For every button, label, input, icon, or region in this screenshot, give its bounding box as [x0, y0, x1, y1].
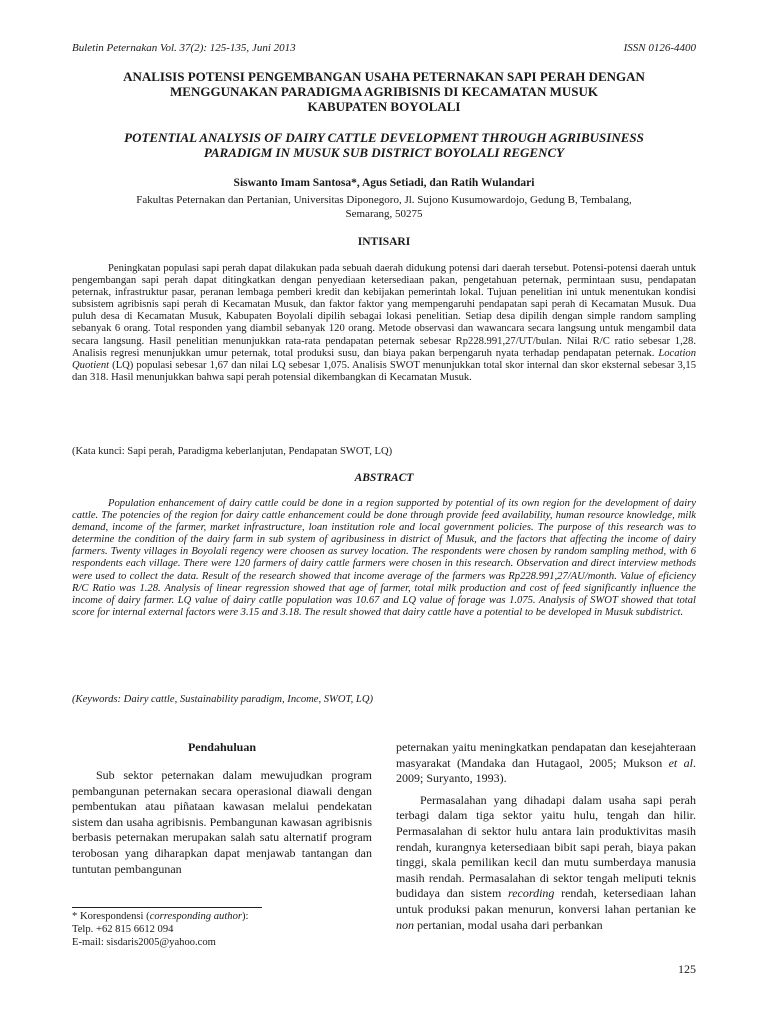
- text-run: ):: [242, 911, 249, 922]
- lq-term: Location Quotient: [72, 347, 696, 371]
- english-title-line: POTENTIAL ANALYSIS OF DAIRY CATTLE DEVELOPMENT THROUGH AGRIBUSINESS: [124, 130, 644, 145]
- left-column: [72, 740, 372, 883]
- recording-term: recording: [507, 886, 555, 901]
- text-run: * Korespondensi (: [72, 911, 150, 922]
- footnote: [72, 910, 372, 950]
- title-line: KABUPATEN BOYOLALI: [307, 99, 461, 114]
- affiliation-line: Semarang, 50275: [345, 208, 423, 220]
- text-run: Permasalahan yang dihadapi dalam usaha sapi perah terbagi dalam tiga sektor yaitu hulu, tengah dan hilir. Permasalahan di sektor hulu antara lain produktivitas masih rendah, kurangnya ketersediaan bibit sapi perah, biaya pakan tinggi, skala pemilikan kecil dan mutu sumberdaya manusia masih rendah. Permasalahan di sektor tengah meliputi teknis budidaya dan sistem: [396, 792, 696, 901]
- intisari-heading: INTISARI: [357, 236, 411, 248]
- page-number: 125: [678, 962, 696, 976]
- correspondence-line: [72, 910, 372, 923]
- paper-title: [60, 69, 708, 114]
- intisari-part: Peningkatan populasi sapi perah dapat dilakukan pada sebuah daerah didukung potensi dari daerah tersebut. Potensi-potensi daerah untuk pengembangan sapi perah dapat ditingkatkan dengan penyediaan ketersediaan pakan, pengetahuan peternak, permintaan susu, pendapatan peternak, infrastruktur pasar, peranan lembaga pemberi kredit dan kebijakan pemerintah lokal. Tujuan penelitian ini untuk menentukan kondisi subsistem agribisnis sapi perah di Kecamatan Musuk, dan faktor faktor yang mempengaruhi pendapatan sapi perah di Kecamatan Musuk. Dua puluh desa di Kecamatan Musuk, Kabupaten Boyolali dipilih sebagai lokasi penelitian. Setiap desa dipilih dengan simple random sampling sebanyak 6 orang. Total responden yang diambil sebanyak 120 orang. Metode observasi dan wawancara secara langsung untuk mengambil data secara langsung. Hasil penelitian menunjukkan rata-rata pendapatan peternak sebesar Rp228.991,27/UT/bulan. Nilai R/C ratio sebesar 1,28. Analisis regresi menunjukkan umur peternak, total produksi susu, dan biaya pakan berpengaruh nyata terhadap pendapatan peternak.: [72, 263, 696, 359]
- et-al: et al: [668, 755, 693, 770]
- authors: Siswanto Imam Santosa*, Agus Setiadi, dan Ratih Wulandari: [233, 177, 535, 189]
- issn: ISSN 0126-4400: [623, 42, 696, 54]
- affiliation-line: Fakultas Peternakan dan Pertanian, Universitas Diponegoro, Jl. Sujono Kusumowardojo, Gedung B, Tembalang,: [136, 194, 632, 206]
- abstract-text: Population enhancement of dairy cattle could be done in a region supported by potential of its own region for the development of dairy cattle. The potencies of the region for dairy cattle enhancement could be done through provide feed availability, human resource knowledge, milk demand, income of the farmer, market infrastructure, loan institution role and local government policies. The purpose of this research was to determine the condition of the dairy farm in sub system of agribusiness in district of Musuk, and the factors that affecting the income of dairy farmers. Twenty villages in Boyolali regency were choosen as survey location. The respondents were chosen by random sampling method, with 6 respondents each village. There were 120 farmers of dairy cattle farmers were chosen in this research. Observation and direct interview methods were used to collect the data. Result of the research showed that income average of the farmers was Rp228.991,27/AU/month. Value of eficiency R/C Ratio was 1.28. Analysis of linear regression showed that age of farmer, total milk production and cost of feed significantly influence the income of dairy farmer. LQ value of dairy catlle population was 10.67 and LQ value of forage was 1.075. Analysis of SWOT showed that total score for internal external factors were 3.15 and 3.18. The result showed that dairy cattle have a potential to be developed in Musuk subdistrict.: [72, 498, 696, 618]
- english-title-line: PARADIGM IN MUSUK SUB DISTRICT BOYOLALI REGENCY: [203, 145, 565, 160]
- text-run: . 2009; Suryanto, 1993).: [396, 755, 696, 786]
- english-title: [60, 130, 708, 160]
- title-line: ANALISIS POTENSI PENGEMBANGAN USAHA PETERNAKAN SAPI PERAH DENGAN: [123, 69, 645, 84]
- email: E-mail: sisdaris2005@yahoo.com: [72, 937, 216, 949]
- non-term: non: [396, 917, 414, 932]
- abstract-heading: ABSTRACT: [354, 472, 414, 484]
- journal-citation: Buletin Peternakan Vol. 37(2): 125-135, Juni 2013: [72, 42, 296, 54]
- right-column: [396, 740, 696, 939]
- phone: Telp. +62 815 6612 094: [72, 924, 174, 936]
- affiliation: [90, 193, 678, 221]
- text-run: rendah, ketersediaan lahan untuk produksi pakan menurun, konversi lahan pertanian ke: [396, 886, 696, 916]
- title-line: MENGGUNAKAN PARADIGMA AGRIBISNIS DI KECAMATAN MUSUK: [170, 84, 598, 99]
- text-run: corresponding author: [149, 911, 242, 922]
- section-heading: Pendahuluan: [187, 740, 257, 754]
- body-paragraph: [396, 740, 696, 787]
- intisari-keywords: (Kata kunci: Sapi perah, Paradigma keberlanjutan, Pendapatan SWOT, LQ): [72, 446, 393, 457]
- abstract-keywords: (Keywords: Dairy cattle, Sustainability paradigm, Income, SWOT, LQ): [72, 694, 374, 705]
- footnote-rule: [72, 907, 262, 908]
- text-run: pertanian, modal usaha dari perbankan: [414, 917, 603, 932]
- body-paragraph: [396, 793, 696, 933]
- body-paragraph: Sub sektor peternakan dalam mewujudkan program pembangunan peternakan secara operasional diawali dengan pembentukan atau piñataan kawasan melalui pendekatan sistem dan usaha agribisnis. Pembangunan kawasan agribisnis berbasis peternakan merupakan salah satu alternatif program terobosan yang diharapkan dapat menjawab tantangan dan tuntutan pembangunan: [72, 768, 372, 876]
- running-header: [72, 42, 696, 58]
- intisari-text: [72, 263, 696, 384]
- text-run: peternakan yaitu meningkatkan pendapatan dan kesejahteraan masyarakat (Mandaka dan Hutagaol, 2005; Mukson: [396, 740, 696, 770]
- intisari-part: (LQ) populasi sebesar 1,67 dan nilai LQ sebesar 1,075. Analisis SWOT menunjukkan total skor internal dan skor eksternal sebesar 3,15 dan 318. Hasil menunjukkan bahwa sapi perah potensial dikembangkan di Kecamatan Musuk.: [72, 359, 696, 383]
